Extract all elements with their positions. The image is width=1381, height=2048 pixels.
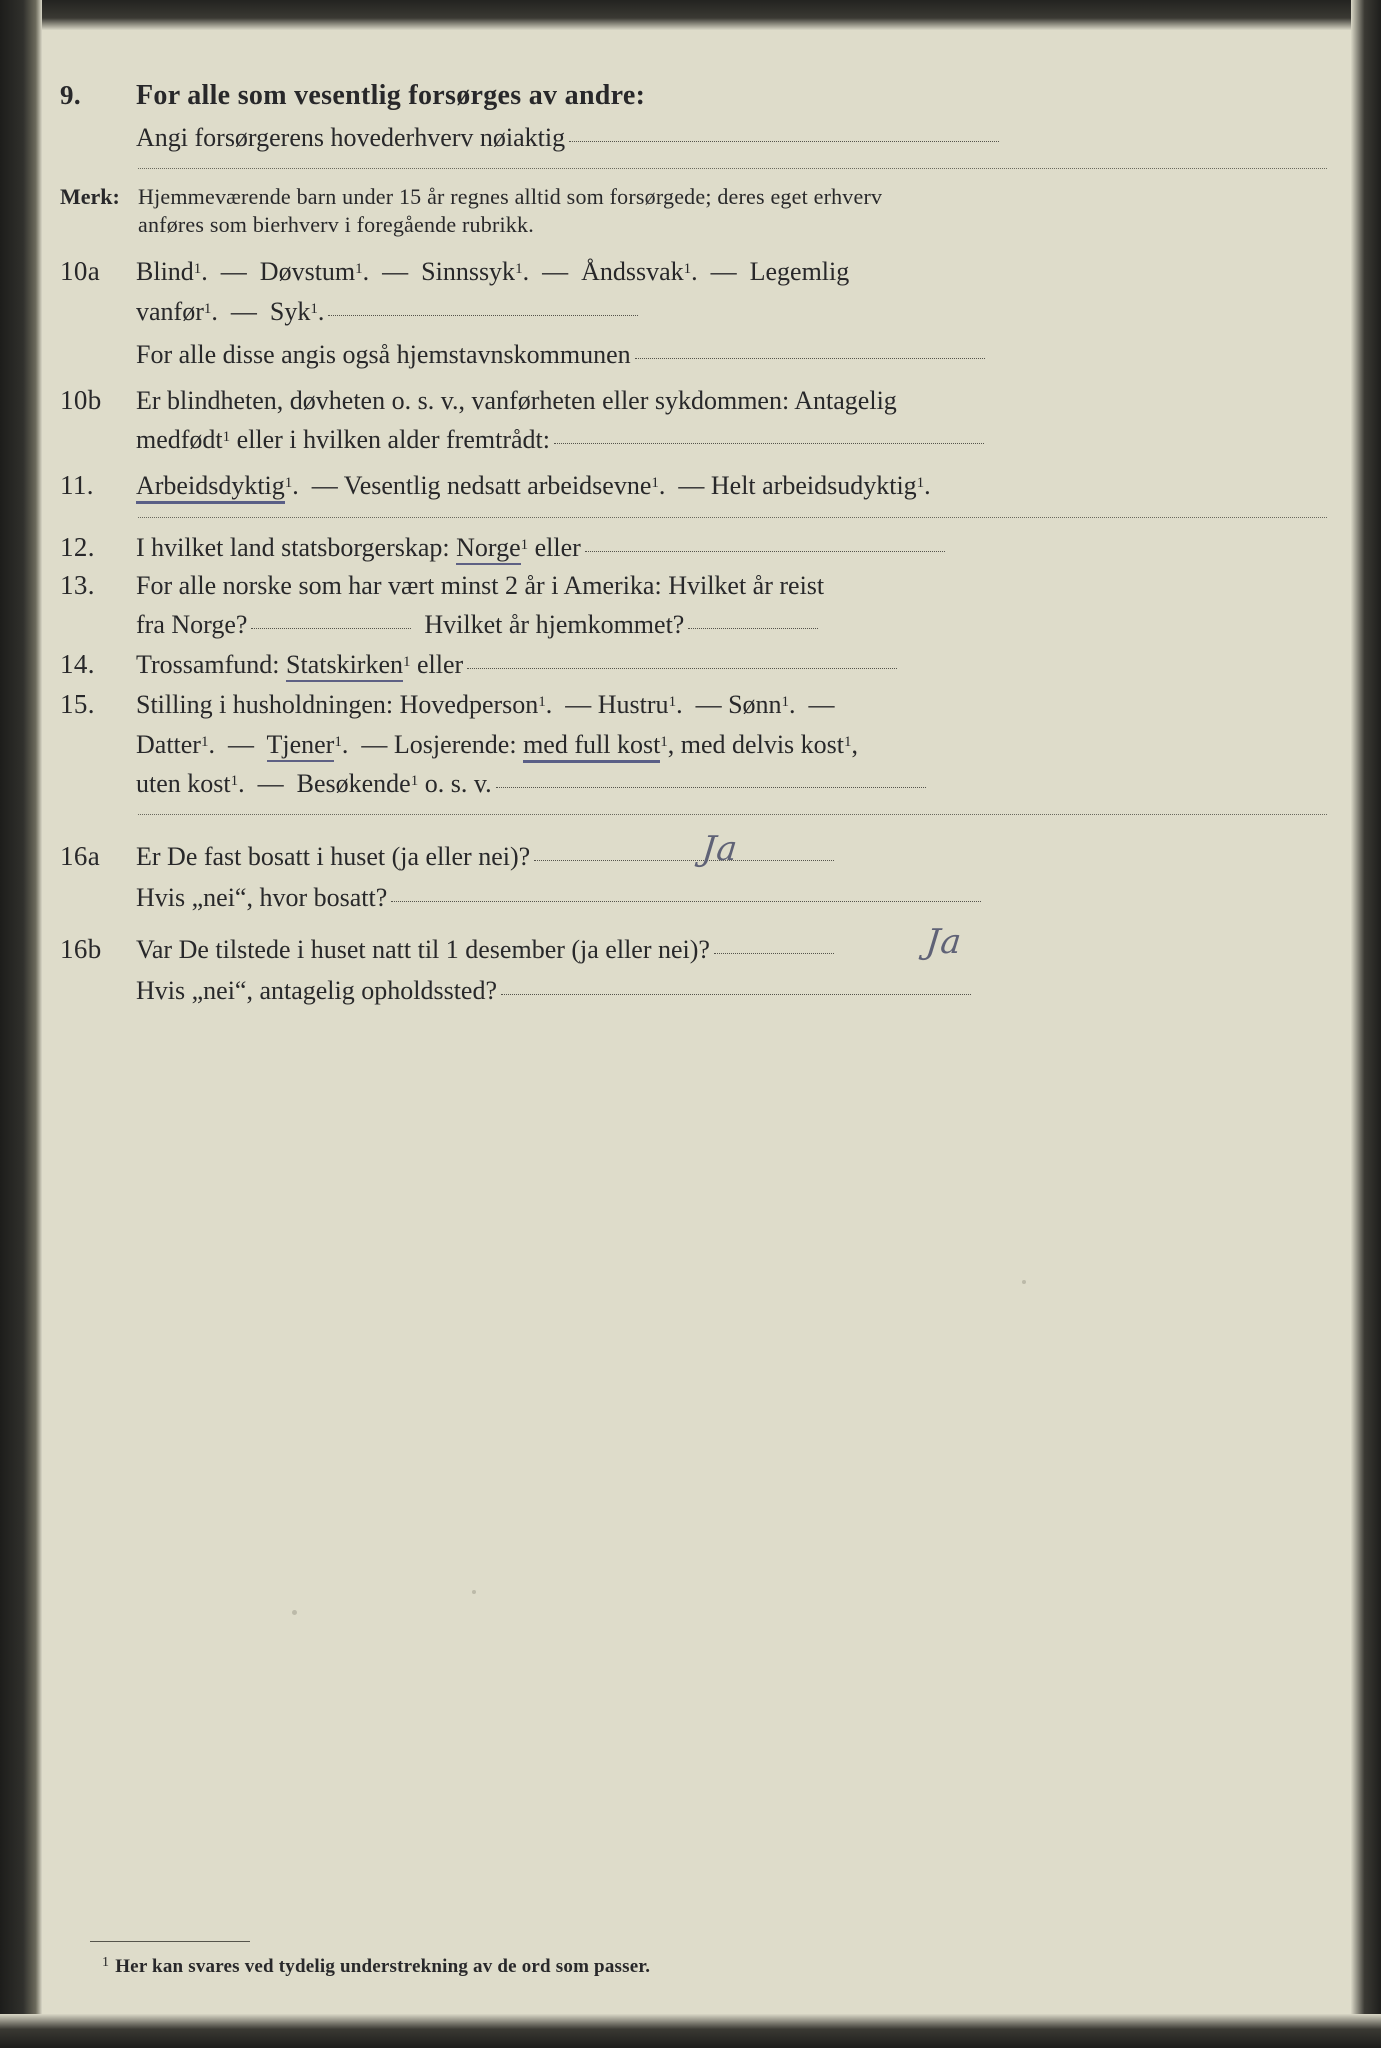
question-16b-line2: Hvis „nei“, antagelig opholdssted? <box>136 976 498 1006</box>
divider-after-q9 <box>138 168 1327 169</box>
question-9 <box>60 80 1327 152</box>
question-10b-line2: eller i hvilken alder fremtrådt: <box>236 425 550 455</box>
divider-after-q11 <box>138 517 1327 518</box>
option-besokende[interactable]: Besøkende <box>296 768 411 798</box>
option-med-full-kost[interactable]: med full kost <box>523 730 660 763</box>
scan-edge-right <box>1351 0 1381 2048</box>
question-10a-answer-line[interactable] <box>328 314 638 316</box>
footnote-text: Her kan svares ved tydelig understrekning av de ord som passer. <box>115 1956 651 1977</box>
dash: — <box>678 471 705 501</box>
scan-edge-left <box>0 0 42 2048</box>
question-14-text: Trossamfund: <box>136 650 280 680</box>
option-datter[interactable]: Datter <box>136 729 201 759</box>
option-andssvak[interactable]: Åndssvak <box>581 257 684 287</box>
question-15-answer-line[interactable] <box>496 786 926 788</box>
option-tjener[interactable]: Tjener <box>267 730 335 762</box>
question-10a-number: 10a <box>60 256 101 287</box>
question-16b-where-line[interactable] <box>501 993 971 995</box>
note-merk-line2: anføres som bierhverv i foregående rubrikk. <box>138 211 534 237</box>
question-12-number: 12. <box>60 531 95 562</box>
form-body <box>60 80 1327 1021</box>
option-hovedperson[interactable]: Hovedperson <box>399 690 539 720</box>
question-16b <box>60 922 1327 1006</box>
note-merk-label: Merk: <box>60 184 120 210</box>
question-12: 12. I hvilket land statsborgerskap: Norge$^1$ eller <box>60 532 1327 562</box>
footnote-marker: 1 <box>102 1955 110 1970</box>
question-14: 14. Trossamfund: Statskirken$^1$ eller <box>60 649 1327 679</box>
footnote <box>102 1955 1311 1978</box>
question-11: 11. Arbeidsdyktig$^1$. — Vesentlig nedsatt arbeidsevne$^1$. — Helt arbeidsudyktig$^1$. <box>60 470 1327 500</box>
scan-edge-top <box>0 0 1381 30</box>
option-vanfor[interactable]: vanfør <box>136 296 204 326</box>
dash: — <box>382 257 409 287</box>
note-merk <box>60 183 1327 238</box>
dash: — <box>695 690 722 720</box>
question-16a-line2: Hvis „nei“, hvor bosatt? <box>136 883 388 912</box>
question-10b: 10b Er blindheten, døvheten o. s. v., vanførheten eller sykdommen: Antagelig medfødt$^1$ eller i hvilken alder fremtrådt: <box>60 385 1327 454</box>
dash: — <box>227 729 254 759</box>
option-losjerende[interactable]: Losjerende: <box>393 729 517 759</box>
option-syk[interactable]: Syk <box>269 296 311 326</box>
question-10b-line1: Er blindheten, døvheten o. s. v., vanførheten eller sykdommen: Antagelig <box>136 385 897 415</box>
dash: — <box>311 471 338 501</box>
question-13-line2a: fra Norge? <box>136 609 248 639</box>
question-10b-number: 10b <box>60 384 102 415</box>
dash: — <box>257 768 284 798</box>
option-norge[interactable]: Norge <box>456 533 521 565</box>
question-15-number: 15. <box>60 689 95 720</box>
dash: — <box>808 690 835 720</box>
dash: — <box>361 729 388 759</box>
question-14-tail: eller <box>417 650 464 680</box>
question-15: 15. Stilling i husholdningen: Hovedperson$^1$. — Hustru$^1$. — Sønn$^1$. — Datter$^1$. — Tjener$^1$. — Losjerende: med full kost$^1$, med delvis kost$^1$, uten kost$^1$. — Besøkende$^1$ o. s. v. <box>60 689 1327 797</box>
paper-speck <box>472 1590 476 1594</box>
dash: — <box>542 257 569 287</box>
option-medfodt[interactable]: medfødt <box>136 425 223 455</box>
dash: — <box>220 257 247 287</box>
question-14-number: 14. <box>60 649 95 680</box>
option-uten-kost[interactable]: uten kost <box>136 768 231 798</box>
option-sinnssyk[interactable]: Sinnssyk <box>421 257 516 287</box>
question-16a-number: 16a <box>60 840 101 871</box>
question-10a: 10a Blind$^1$. — Døvstum$^1$. — Sinnssyk$^1$. — Åndssvak$^1$. — Legemlig vanfør$^1$. — Syk$^1$. For alle disse angis også hjemstavnskommunen <box>60 256 1327 368</box>
question-14-answer-line[interactable] <box>467 667 897 669</box>
question-16b-number: 16b <box>60 934 102 965</box>
paper-speck <box>1022 1280 1026 1284</box>
question-15-label: Stilling i husholdningen: <box>136 690 394 720</box>
option-helt-arbeidsudyktig[interactable]: Helt arbeidsudyktig <box>710 471 917 501</box>
question-10b-answer-line[interactable] <box>554 442 984 444</box>
scan-edge-bottom <box>0 2014 1381 2048</box>
question-13-line2b: Hvilket år hjemkommet? <box>424 609 685 639</box>
question-16a-line1: Er De fast bosatt i huset (ja eller nei)? <box>136 841 531 871</box>
question-13-year-left-line[interactable] <box>251 627 411 629</box>
question-13-number: 13. <box>60 569 95 600</box>
dash: — <box>230 296 257 326</box>
option-arbeidsdyktig[interactable]: Arbeidsdyktig <box>136 471 285 504</box>
question-16b-line1: Var De tilstede i huset natt til 1 desember (ja eller nei)? <box>136 935 710 965</box>
question-16a <box>60 828 1327 912</box>
option-sonn[interactable]: Sønn <box>728 690 782 720</box>
question-16a-where-line[interactable] <box>391 900 981 902</box>
question-16b-answer-line[interactable] <box>714 952 834 954</box>
paper-speck <box>292 1610 297 1615</box>
question-12-text: I hvilket land statsborgerskap: <box>136 532 450 562</box>
question-16a-answer-line[interactable] <box>534 859 834 861</box>
question-12-tail: eller <box>534 532 581 562</box>
option-nedsatt-arbeidsevne[interactable]: Vesentlig nedsatt arbeidsevne <box>343 471 652 501</box>
question-11-number: 11. <box>60 470 94 501</box>
question-13 <box>60 570 1327 639</box>
dash: — <box>565 690 592 720</box>
option-legemlig[interactable]: Legemlig <box>749 257 850 287</box>
question-9-answer-line[interactable] <box>569 140 999 142</box>
question-9-subtitle: Angi forsørgerens hovederhverv nøiaktig <box>136 123 566 153</box>
question-9-number: 9. <box>60 80 82 110</box>
option-statskirken[interactable]: Statskirken <box>286 650 403 682</box>
footnote-rule <box>90 1941 250 1942</box>
note-merk-line1: Hjemmeværende barn under 15 år regnes alltid som forsørgede; deres eget erhverv <box>138 184 883 210</box>
question-16a-handwritten-answer: Ja <box>699 828 741 869</box>
question-13-line1: For alle norske som har vært minst 2 år i Amerika: Hvilket år reist <box>136 570 825 600</box>
question-9-title: For alle som vesentlig forsørges av andre: <box>136 80 646 111</box>
form-paper <box>42 30 1351 2014</box>
option-med-delvis-kost[interactable]: med delvis kost <box>680 729 845 759</box>
option-hustru[interactable]: Hustru <box>597 690 669 720</box>
question-12-answer-line[interactable] <box>585 550 945 552</box>
dash: — <box>710 257 737 287</box>
option-dovstum[interactable]: Døvstum <box>259 257 356 287</box>
question-10a-note: For alle disse angis også hjemstavnskommunen <box>136 339 631 369</box>
option-blind[interactable]: Blind <box>136 257 194 287</box>
question-16b-handwritten-answer: Ja <box>923 922 965 963</box>
divider-after-q15 <box>138 814 1327 815</box>
question-10a-municipality-line[interactable] <box>635 357 985 359</box>
question-13-year-return-line[interactable] <box>688 627 818 629</box>
question-15-etc: o. s. v. <box>424 768 492 798</box>
